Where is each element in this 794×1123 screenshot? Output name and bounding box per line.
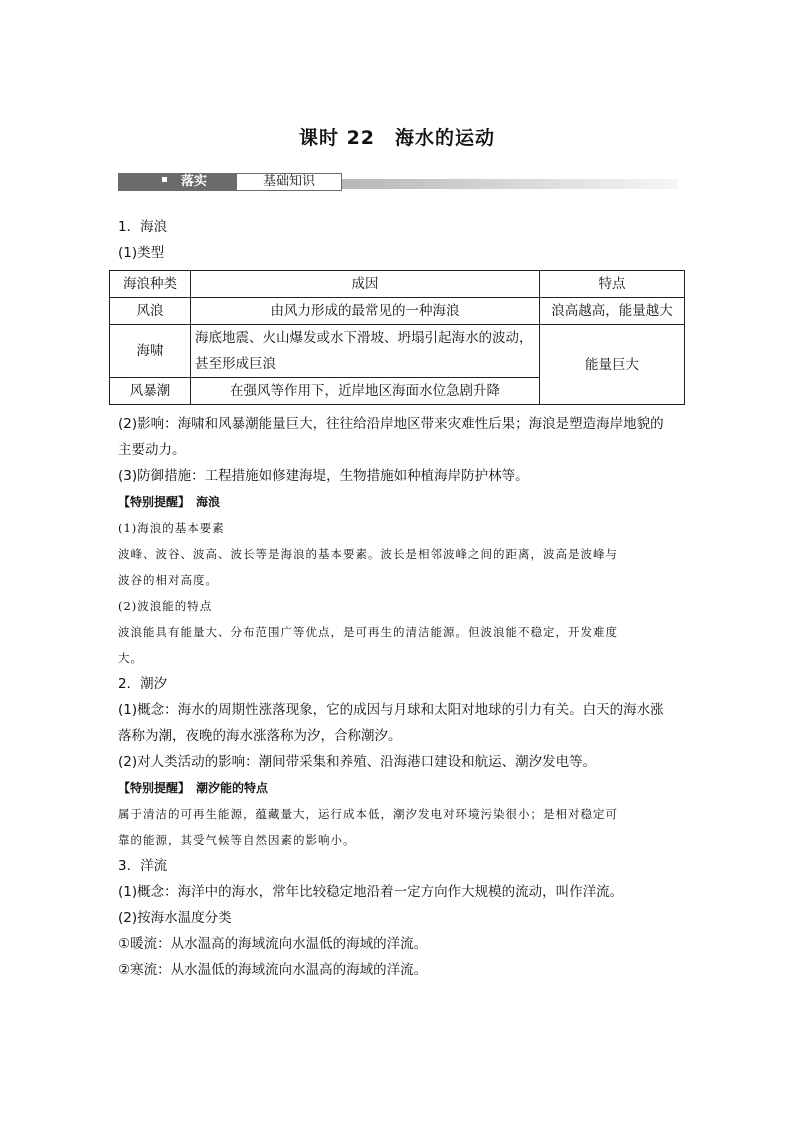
current-classify-line: (2)按海水温度分类 <box>118 910 232 926</box>
tide-impact-line: (2)对人类活动的影响：潮间带采集和养殖、沿海港口建设和航运、潮汐发电等。 <box>118 754 597 770</box>
table-cell <box>191 325 540 378</box>
warm-current-line: ①暖流：从水温高的海域流向水温低的海域的洋流。 <box>118 936 428 952</box>
tip-subtitle: (1)海浪的基本要素 <box>118 521 225 535</box>
table-cell: 由风力形成的最常见的一种海浪 <box>191 298 540 325</box>
document-body <box>118 214 684 983</box>
tip-text: 属于清洁的可再生能源，蕴藏量大，运行成本低，潮汐发电对环境污染很小；是相对稳定可 <box>118 807 618 821</box>
section-heading-tides: 2．潮汐 <box>118 676 168 692</box>
square-bullet-icon <box>162 177 167 182</box>
table-row <box>110 298 685 325</box>
table-cell: 风暴潮 <box>110 378 191 405</box>
tip-text: 靠的能源，其受气候等自然因素的影响小。 <box>118 833 356 847</box>
table-header-cell: 成因 <box>191 271 540 298</box>
tip-text: 波峰、波谷、波高、波长等是海浪的基本要素。波长是相邻波峰之间的距离，波高是波峰与 <box>118 547 618 561</box>
current-concept-line: (1)概念：海洋中的海水，常年比较稳定地沿着一定方向作大规模的流动，叫作洋流。 <box>118 884 624 900</box>
wave-defense-line: (3)防御措施：工程措施如修建海堤，生物措施如种植海岸防护林等。 <box>118 468 529 484</box>
table-row <box>110 325 685 378</box>
wave-impact-line: 主要动力。 <box>118 442 186 458</box>
banner-light-label: 基础知识 <box>236 173 342 191</box>
tip-text: 大。 <box>118 651 143 665</box>
special-tip-label: 【特别提醒】 海浪 <box>118 495 221 509</box>
banner-gradient-bar <box>342 179 678 189</box>
table-cell: 在强风等作用下，近岸地区海面水位急剧升降 <box>191 378 540 405</box>
table-cell-line: 海底地震、火山爆发或水下滑坡、坍塌引起海水的波动， <box>195 330 533 346</box>
table-cell: 能量巨大 <box>540 325 685 405</box>
tip-text: 波谷的相对高度。 <box>118 573 218 587</box>
wave-type-heading: (1)类型 <box>118 245 165 261</box>
banner-dark-tab <box>118 173 236 191</box>
cold-current-line: ②寒流：从水温低的海域流向水温高的海域的洋流。 <box>118 962 428 978</box>
tide-concept-line: 落称为潮，夜晚的海水涨落称为汐，合称潮汐。 <box>118 728 402 744</box>
table-cell-line: 甚至形成巨浪 <box>195 356 276 372</box>
section-banner <box>118 173 678 193</box>
tip-subtitle: (2)波浪能的特点 <box>118 599 213 613</box>
table-header-cell: 特点 <box>540 271 685 298</box>
tip-text: 波浪能具有能量大、分布范围广等优点，是可再生的清洁能源。但波浪能不稳定，开发难度 <box>118 625 618 639</box>
wave-impact-line: (2)影响：海啸和风暴潮能量巨大，往往给沿岸地区带来灾难性后果；海浪是塑造海岸地貌的 <box>118 416 664 432</box>
table-cell: 风浪 <box>110 298 191 325</box>
table-header-cell: 海浪种类 <box>110 271 191 298</box>
wave-types-table <box>109 270 685 405</box>
page-title: 课时 22 海水的运动 <box>298 127 496 149</box>
table-cell: 浪高越高，能量越大 <box>540 298 685 325</box>
banner-dark-label: 落实 <box>181 174 208 189</box>
tide-concept-line: (1)概念：海水的周期性涨落现象，它的成因与月球和太阳对地球的引力有关。白天的海水涨 <box>118 702 664 718</box>
section-heading-waves: 1．海浪 <box>118 219 168 235</box>
table-header-row <box>110 271 685 298</box>
special-tip-label: 【特别提醒】 潮汐能的特点 <box>118 781 269 795</box>
table-cell: 海啸 <box>110 325 191 378</box>
section-heading-currents: 3．洋流 <box>118 858 168 874</box>
